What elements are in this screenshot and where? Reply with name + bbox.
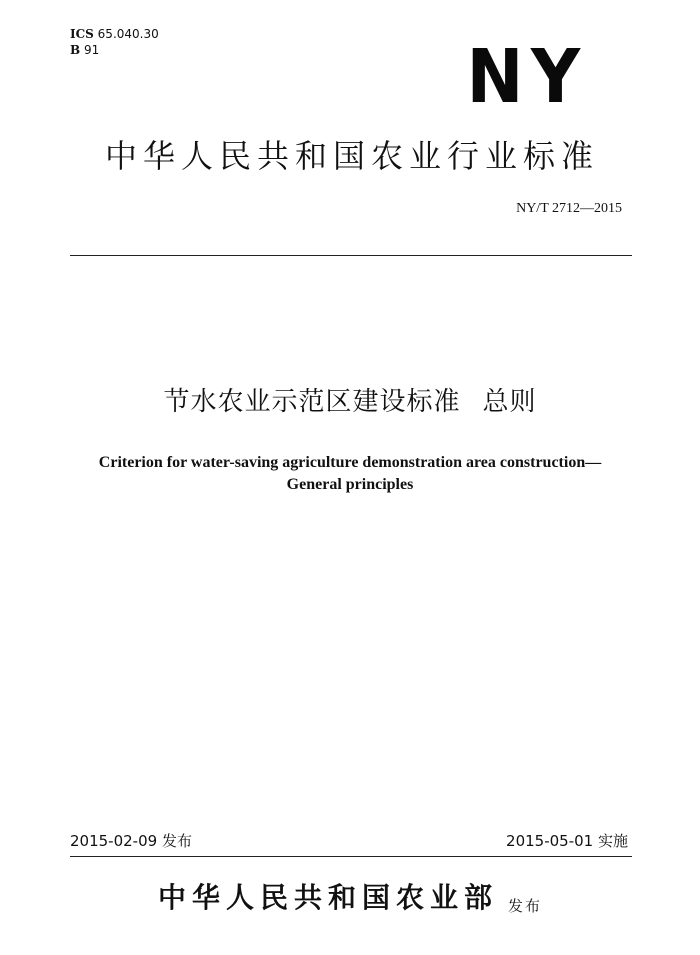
chinese-title <box>0 385 700 419</box>
english-title-line-1: Criterion for water-saving agriculture demonstration area construction— <box>98 454 602 471</box>
english-title <box>40 452 660 496</box>
english-title-line-2: General principles <box>286 476 414 493</box>
issue-date: 2015-02-09 发布 <box>70 832 192 850</box>
ics-block <box>70 26 159 58</box>
standard-category-title: 中华人民共和国农业行业标准 <box>104 137 599 175</box>
class-label: B <box>70 43 81 57</box>
publisher-name: 中华人民共和国农业部 <box>157 881 498 914</box>
standard-number: NY/T 2712—2015 <box>516 201 622 216</box>
publisher <box>0 880 700 924</box>
ics-label: ICS <box>70 27 94 41</box>
chinese-title-sub: 总则 <box>482 387 537 417</box>
ny-logo: NY <box>466 34 588 120</box>
class-line <box>70 42 159 58</box>
implementation-date: 2015-05-01 实施 <box>506 832 628 850</box>
ics-line <box>70 26 159 42</box>
chinese-title-main: 节水农业示范区建设标准 <box>163 387 461 417</box>
top-divider <box>70 255 632 256</box>
bottom-divider <box>70 856 632 857</box>
class-code: 91 <box>83 43 100 57</box>
publish-word: 发布 <box>508 897 543 915</box>
ics-code: 65.040.30 <box>97 27 159 41</box>
